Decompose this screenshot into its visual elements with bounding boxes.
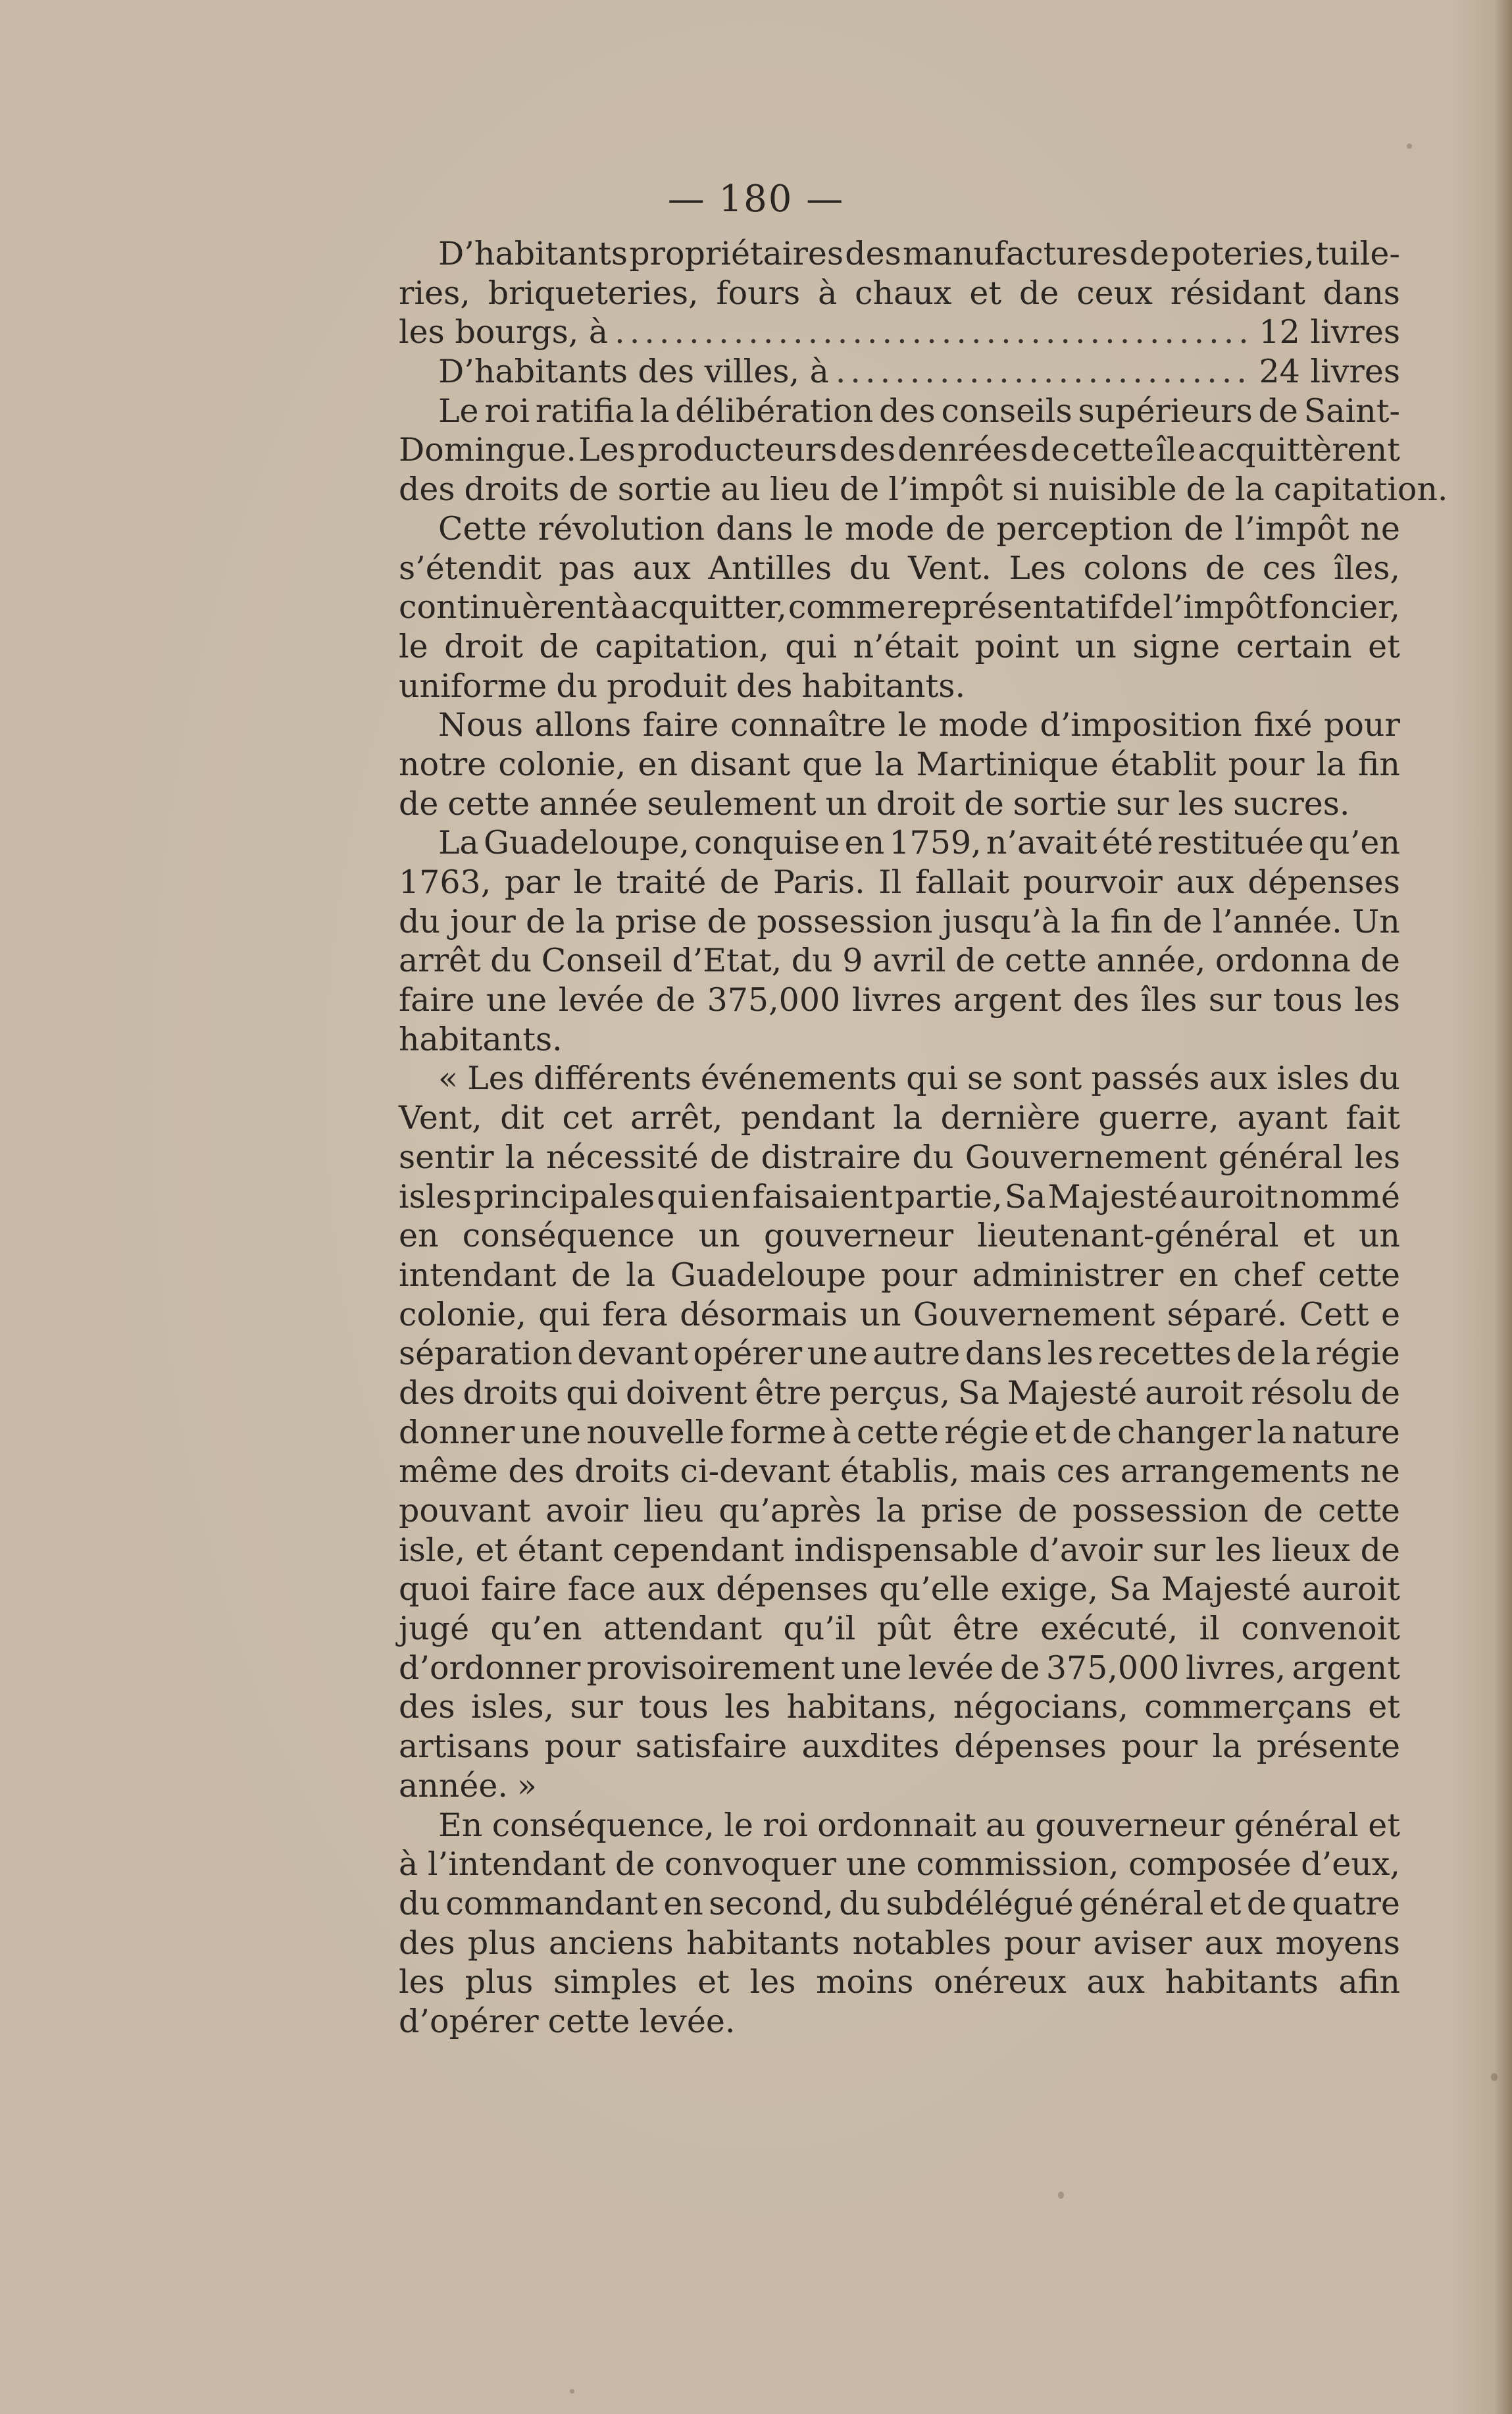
text-line: du jour de la prise de possession jusqu’à la fin de l’année. Un [399,902,1400,940]
tariff-amount: 12 livres [1259,313,1400,351]
text-line: quoi faire face aux dépenses qu’elle exige, Sa Majesté auroit [399,1570,1400,1608]
text-line: donner une nouvelle forme à cette régie et de changer la nature [399,1413,1400,1451]
paragraph [399,392,1448,509]
tariff-entry [399,234,1400,352]
text-line: habitants. [399,1020,563,1058]
tariff-rate-line [399,313,1400,352]
text-line: d’opérer cette levée. [399,2002,736,2040]
tariff-amount: 24 livres [1259,353,1400,391]
paragraph [399,706,1400,823]
paper-speck [1058,2192,1064,2199]
tariff-rate-line [399,352,1400,392]
text-line: D’habitants propriétaires des manufactures de poteries, tuile- [438,235,1400,272]
text-line: de cette année seulement un droit de sortie sur les sucres. [399,784,1350,823]
text-line: du commandant en second, du subdélégué général et de quatre [399,1884,1400,1922]
text-line: Domingue. Les producteurs des denrées de cette île acquittèrent [399,431,1400,469]
page-body [399,234,1448,2042]
text-line: des droits de sortie au lieu de l’impôt si nuisible de la capitation. [399,471,1448,509]
text-line: isle, et étant cependant indispensable d’avoir sur les lieux de [399,1531,1400,1569]
text-line: même des droits ci-devant établis, mais ces arrangements ne [399,1452,1400,1491]
text-line: pouvant avoir lieu qu’après la prise de possession de cette [399,1492,1400,1529]
text-line: « Les différents événements qui se sont passés aux isles du [438,1060,1400,1098]
dot-leader [836,352,1253,392]
text-line: sentir la nécessité de distraire du Gouvernement général les [399,1138,1400,1176]
text-line: La Guadeloupe, conquise en 1759, n’avait été restituée qu’en [438,824,1400,862]
text-line: des isles, sur tous les habitans, négocians, commerçans et [399,1688,1400,1726]
paragraph [399,1059,1400,1805]
page-edge-shadow [1495,0,1512,2414]
text-line: Le roi ratifia la délibération des conseils supérieurs de Saint- [438,392,1400,430]
text-line: à l’intendant de convoquer une commission, composée d’eux, [399,1845,1400,1884]
tariff-entry [399,352,1400,392]
text-line: Vent, dit cet arrêt, pendant la dernière guerre, ayant fait [399,1099,1400,1137]
text-line: en conséquence un gouverneur lieutenant-général et un [399,1217,1400,1255]
text-line: ries, briqueteries, fours à chaux et de ceux résidant dans [399,274,1400,312]
text-line: d’ordonner provisoirement une levée de 375,000 livres, argent [399,1649,1400,1687]
paper-speck [1491,2073,1498,2081]
paper-speck [1407,143,1412,149]
paragraph [399,509,1400,706]
text-line: des plus anciens habitants notables pour aviser aux moyens [399,1924,1400,1962]
text-line: année. » [399,1766,537,1805]
text-line: artisans pour satisfaire auxdites dépenses pour la présente [399,1728,1400,1766]
tariff-label: les bourgs, à [399,313,609,351]
paragraph [399,1806,1400,2042]
text-line: des droits qui doivent être perçus, Sa Majesté auroit résolu de [399,1374,1400,1412]
text-line: séparation devant opérer une autre dans les recettes de la régie [399,1335,1400,1373]
text-line: continuèrent à acquitter, comme représentatif de l’impôt foncier, [399,588,1400,627]
text-line: intendant de la Guadeloupe pour administrer en chef cette [399,1256,1400,1294]
text-line: le droit de capitation, qui n’était point un signe certain et [399,627,1400,665]
paper-speck [570,2389,574,2394]
text-line: Nous allons faire connaître le mode d’imposition fixé pour [438,706,1400,744]
text-line: les plus simples et les moins onéreux aux habitants afin [399,1963,1400,2001]
text-line: arrêt du Conseil d’Etat, du 9 avril de cette année, ordonna de [399,942,1400,980]
tariff-label: D’habitants des villes, à [438,353,829,391]
dot-leader [615,313,1252,352]
text-line: isles principales qui en faisaient partie, Sa Majesté auroit nommé [399,1177,1400,1216]
text-line: 1763, par le traité de Paris. Il fallait pourvoir aux dépenses [399,863,1400,901]
text-line: Cette révolution dans le mode de perception de l’impôt ne [438,509,1400,548]
text-line: colonie, qui fera désormais un Gouvernement séparé. Cett e [399,1295,1400,1333]
text-line: En conséquence, le roi ordonnait au gouverneur général et [438,1806,1400,1844]
text-line: faire une levée de 375,000 livres argent des îles sur tous les [399,981,1400,1019]
text-line: uniforme du produit des habitants. [399,667,966,705]
text-line: s’étendit pas aux Antilles du Vent. Les colons de ces îles, [399,549,1400,587]
text-line: notre colonie, en disant que la Martinique établit pour la fin [399,745,1400,783]
text-line: jugé qu’en attendant qu’il pût être exécuté, il convenoit [399,1610,1400,1648]
page-number: — 180 — [667,178,845,220]
paragraph [399,823,1400,1059]
